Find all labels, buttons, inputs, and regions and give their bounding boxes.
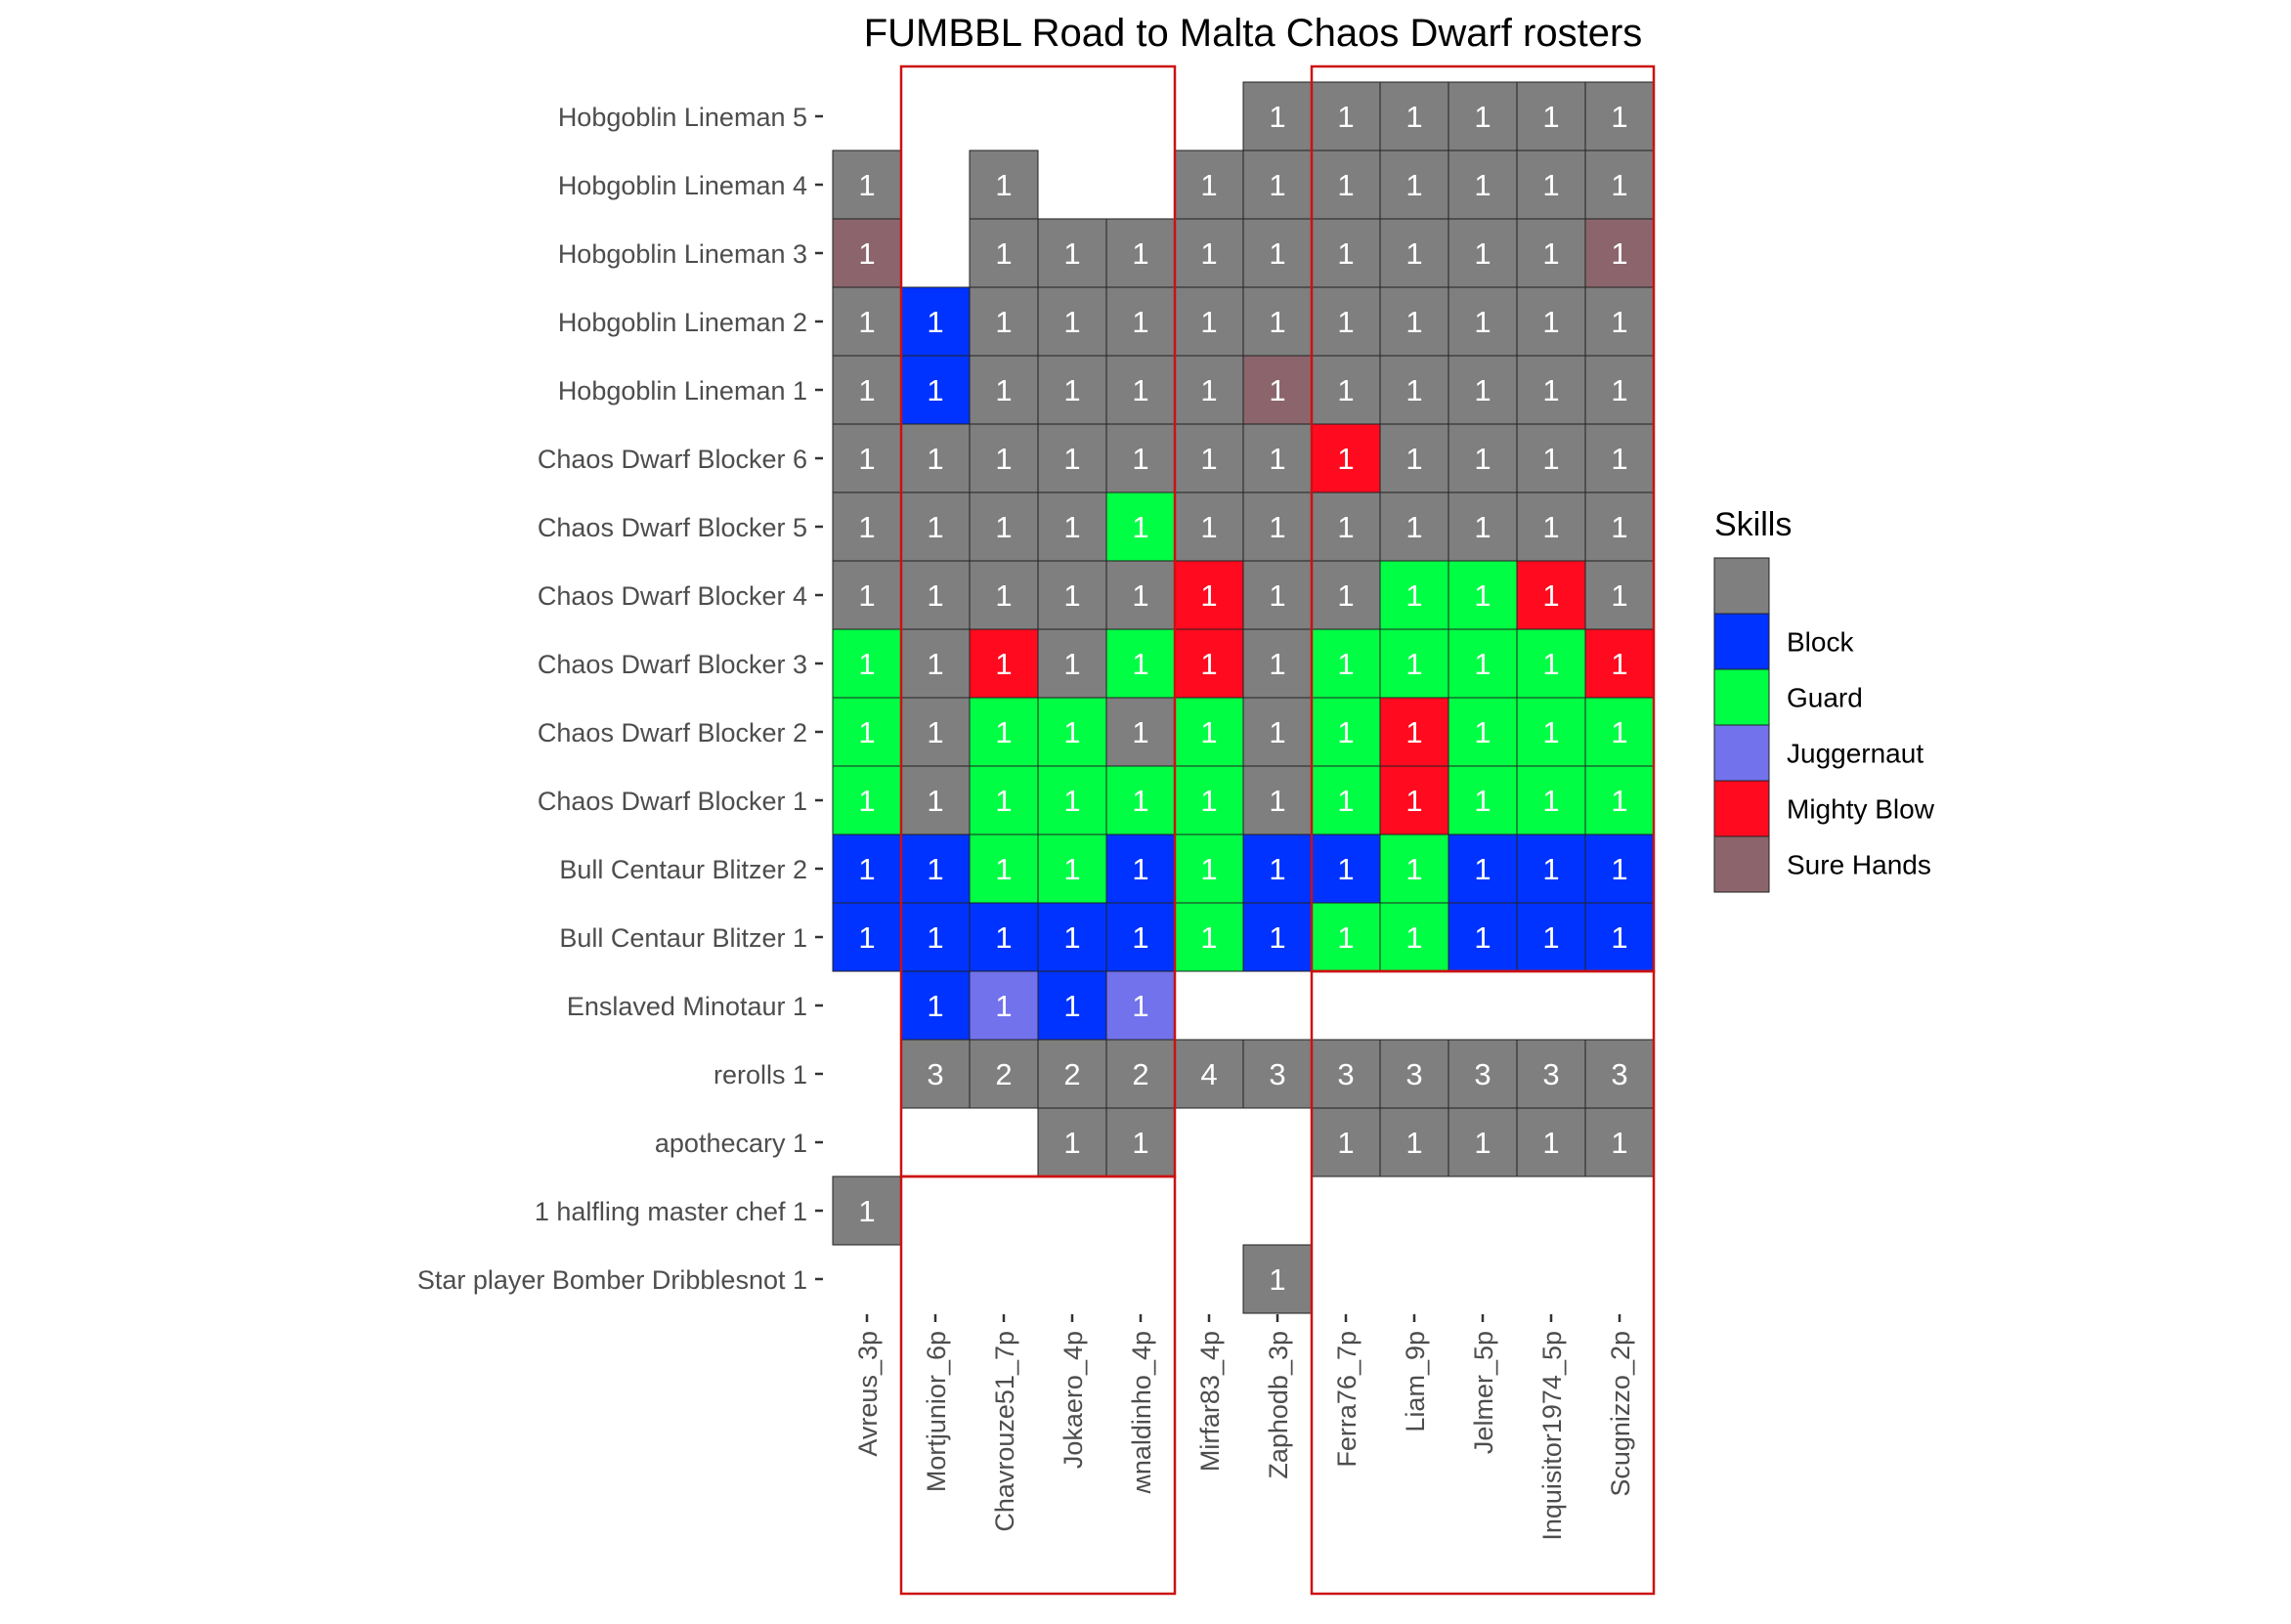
- cell-value-label: 1: [1474, 852, 1491, 886]
- y-tick-label: Chaos Dwarf Blocker 3: [537, 650, 807, 679]
- cell-value-label: 1: [1542, 100, 1560, 134]
- cell-value-label: 1: [995, 852, 1013, 886]
- cell-value-label: 1: [1611, 305, 1628, 339]
- cell-value-label: 1: [1269, 510, 1286, 544]
- y-tick-label: apothecary 1: [654, 1129, 807, 1158]
- cell-value-label: 1: [1132, 852, 1149, 886]
- cell-value-label: 1: [1337, 168, 1355, 202]
- cell-value-label: 1: [1474, 305, 1491, 339]
- cell-value-label: 1: [858, 373, 876, 407]
- cell-value-label: 1: [1474, 920, 1491, 955]
- cell-value-label: 1: [927, 305, 944, 339]
- cell-value-label: 1: [1269, 647, 1286, 681]
- cell-value-label: 1: [995, 647, 1013, 681]
- cell-value-label: 1: [1337, 373, 1355, 407]
- cell-value-label: 1: [1405, 305, 1423, 339]
- cell-value-label: 3: [1474, 1057, 1491, 1091]
- y-tick-label: Chaos Dwarf Blocker 2: [537, 718, 807, 748]
- cell-value-label: 1: [1542, 784, 1560, 818]
- cell-value-label: 1: [1200, 373, 1218, 407]
- cell-value-label: 1: [1200, 442, 1218, 476]
- cell-value-label: 1: [995, 578, 1013, 613]
- cell-value-label: 1: [1337, 578, 1355, 613]
- cell-value-label: 1: [858, 305, 876, 339]
- y-axis: [417, 103, 823, 1295]
- cell-value-label: 1: [1405, 168, 1423, 202]
- cell-value-label: 3: [1337, 1057, 1355, 1091]
- cell-value-label: 1: [1063, 510, 1081, 544]
- cell-value-label: 1: [1611, 510, 1628, 544]
- cell-value-label: 1: [1132, 1126, 1149, 1160]
- chart-title: FUMBBL Road to Malta Chaos Dwarf rosters: [863, 12, 1643, 55]
- cell-value-label: 2: [1063, 1057, 1081, 1091]
- cell-value-label: 1: [1405, 647, 1423, 681]
- cell-value-label: 1: [1269, 784, 1286, 818]
- legend-key: [1714, 781, 1769, 836]
- cell-value-label: 1: [1269, 1262, 1286, 1297]
- cell-value-label: 1: [858, 578, 876, 613]
- legend-label: Block: [1787, 626, 1854, 658]
- cell-value-label: 1: [1542, 305, 1560, 339]
- cell-value-label: 1: [1542, 578, 1560, 613]
- cell-value-label: 1: [858, 647, 876, 681]
- cell-value-label: 1: [858, 920, 876, 955]
- cell-value-label: 1: [1063, 852, 1081, 886]
- cell-value-label: 1: [1474, 510, 1491, 544]
- x-tick-label: Mirfar83_4p: [1195, 1331, 1225, 1473]
- cell-value-label: 1: [1132, 989, 1149, 1023]
- y-tick-label: rerolls 1: [713, 1060, 807, 1090]
- cell-value-label: 1: [1200, 852, 1218, 886]
- cell-value-label: 1: [1611, 920, 1628, 955]
- cell-value-label: 1: [1269, 100, 1286, 134]
- cell-value-label: 1: [1200, 236, 1218, 271]
- cell-value-label: 4: [1200, 1057, 1218, 1091]
- cell-value-label: 1: [1405, 784, 1423, 818]
- cell-value-label: 1: [1611, 784, 1628, 818]
- legend-label: Juggernaut: [1787, 738, 1924, 769]
- cell-value-label: 1: [1474, 578, 1491, 613]
- legend-key: [1714, 669, 1769, 725]
- cell-value-label: 3: [1405, 1057, 1423, 1091]
- y-tick-label: Star player Bomber Dribblesnot 1: [416, 1265, 807, 1295]
- cell-value-label: 1: [1132, 647, 1149, 681]
- cell-value-label: 1: [1269, 168, 1286, 202]
- cell-value-label: 1: [995, 236, 1013, 271]
- cell-value-label: 1: [1474, 647, 1491, 681]
- cell-value-label: 1: [1337, 442, 1355, 476]
- cell-value-label: 1: [1405, 373, 1423, 407]
- cell-value-label: 1: [1269, 442, 1286, 476]
- cell-value-label: 1: [1337, 920, 1355, 955]
- cell-value-label: 3: [1269, 1057, 1286, 1091]
- cell-value-label: 1: [1611, 168, 1628, 202]
- x-tick-label: Ferra76_7p: [1332, 1331, 1362, 1468]
- cell-value-label: 1: [1200, 920, 1218, 955]
- cell-value-label: 1: [1063, 578, 1081, 613]
- cell-value-label: 3: [1611, 1057, 1628, 1091]
- cell-value-label: 1: [1269, 715, 1286, 749]
- cell-value-label: 1: [1611, 100, 1628, 134]
- cell-value-label: 1: [927, 852, 944, 886]
- cell-value-label: 1: [927, 442, 944, 476]
- legend-label: Mighty Blow: [1787, 793, 1934, 825]
- cell-value-label: 1: [1269, 578, 1286, 613]
- cell-value-label: 1: [1405, 100, 1423, 134]
- cell-value-label: 1: [858, 510, 876, 544]
- y-tick-label: Bull Centaur Blitzer 2: [559, 855, 807, 884]
- x-tick-label: Chavrouze51_7p: [990, 1331, 1019, 1532]
- cell-value-label: 1: [1611, 442, 1628, 476]
- cell-value-label: 1: [1542, 715, 1560, 749]
- cell-value-label: 1: [1269, 305, 1286, 339]
- cell-value-label: 1: [1337, 715, 1355, 749]
- cell-value-label: 1: [1132, 442, 1149, 476]
- cell-value-label: 1: [1611, 578, 1628, 613]
- cell-value-label: 1: [1337, 305, 1355, 339]
- cell-value-label: 2: [995, 1057, 1013, 1091]
- cell-value-label: 1: [1132, 920, 1149, 955]
- legend-key: [1714, 836, 1769, 892]
- cell-value-label: 1: [995, 784, 1013, 818]
- y-tick-label: Hobgoblin Lineman 4: [557, 171, 807, 200]
- legend-key: [1714, 558, 1769, 614]
- cell-value-label: 1: [1405, 1126, 1423, 1160]
- cell-value-label: 1: [1269, 236, 1286, 271]
- cell-value-label: 1: [995, 168, 1013, 202]
- cell-value-label: 1: [1542, 647, 1560, 681]
- cell-value-label: 1: [1474, 715, 1491, 749]
- cell-value-label: 1: [927, 715, 944, 749]
- cell-value-label: 1: [858, 852, 876, 886]
- cell-value-label: 3: [1542, 1057, 1560, 1091]
- cell-value-label: 1: [1132, 784, 1149, 818]
- cell-value-label: 1: [858, 442, 876, 476]
- cell-value-label: 1: [858, 236, 876, 271]
- cell-value-label: 1: [858, 715, 876, 749]
- x-axis: [853, 1314, 1635, 1541]
- cell-value-label: 1: [1611, 1126, 1628, 1160]
- cell-value-label: 1: [1542, 1126, 1560, 1160]
- cell-value-label: 1: [1405, 578, 1423, 613]
- y-tick-label: Bull Centaur Blitzer 1: [559, 923, 807, 953]
- cell-value-label: 1: [1063, 920, 1081, 955]
- cell-value-label: 1: [1474, 1126, 1491, 1160]
- x-tick-label: Jokaero_4p: [1059, 1331, 1088, 1470]
- legend: [1714, 506, 1935, 892]
- cell-value-label: 1: [1474, 236, 1491, 271]
- cell-value-label: 1: [1200, 168, 1218, 202]
- cell-value-label: 1: [1337, 784, 1355, 818]
- cell-value-label: 1: [858, 1194, 876, 1228]
- cell-value-label: 1: [1132, 715, 1149, 749]
- x-tick-label: Mortjunior_6p: [922, 1331, 951, 1493]
- legend-label: Guard: [1787, 682, 1863, 713]
- cell-value-label: 3: [927, 1057, 944, 1091]
- y-tick-label: 1 halfling master chef 1: [534, 1197, 807, 1226]
- cell-value-label: 1: [927, 784, 944, 818]
- cell-value-label: 1: [1269, 920, 1286, 955]
- cell-value-label: 1: [1405, 510, 1423, 544]
- cell-value-label: 1: [1200, 578, 1218, 613]
- cell-value-label: 1: [927, 510, 944, 544]
- legend-label: Sure Hands: [1787, 849, 1931, 880]
- y-tick-label: Hobgoblin Lineman 2: [557, 308, 807, 337]
- cell-value-label: 1: [1405, 920, 1423, 955]
- cell-value-label: 1: [1200, 784, 1218, 818]
- cell-value-label: 1: [1063, 989, 1081, 1023]
- cell-value-label: 1: [1542, 920, 1560, 955]
- cell-value-label: 1: [1063, 715, 1081, 749]
- cell-value-label: 1: [995, 715, 1013, 749]
- cells-layer: [833, 82, 1654, 1313]
- cell-value-label: 1: [927, 989, 944, 1023]
- x-tick-label: ʍnaldinho_4p: [1127, 1331, 1156, 1494]
- x-tick-label: Jelmer_5p: [1469, 1331, 1498, 1455]
- cell-value-label: 1: [1200, 510, 1218, 544]
- cell-value-label: 1: [995, 442, 1013, 476]
- y-tick-label: Chaos Dwarf Blocker 1: [537, 787, 807, 816]
- cell-value-label: 1: [1611, 647, 1628, 681]
- cell-value-label: 1: [1611, 715, 1628, 749]
- cell-value-label: 1: [1611, 373, 1628, 407]
- cell-value-label: 1: [1269, 852, 1286, 886]
- cell-value-label: 1: [995, 920, 1013, 955]
- legend-title: Skills: [1714, 506, 1793, 543]
- cell-value-label: 1: [1337, 236, 1355, 271]
- cell-value-label: 1: [1063, 647, 1081, 681]
- cell-value-label: 1: [1132, 510, 1149, 544]
- cell-value-label: 1: [1132, 236, 1149, 271]
- cell-value-label: 1: [1474, 442, 1491, 476]
- cell-value-label: 1: [1132, 578, 1149, 613]
- legend-key: [1714, 725, 1769, 781]
- cell-value-label: 1: [1542, 852, 1560, 886]
- cell-value-label: 1: [858, 168, 876, 202]
- cell-value-label: 1: [1132, 305, 1149, 339]
- y-tick-label: Chaos Dwarf Blocker 6: [537, 445, 807, 474]
- cell-value-label: 1: [927, 647, 944, 681]
- cell-value-label: 1: [1063, 784, 1081, 818]
- cell-value-label: 2: [1132, 1057, 1149, 1091]
- cell-value-label: 1: [1132, 373, 1149, 407]
- cell-value-label: 1: [995, 510, 1013, 544]
- cell-value-label: 1: [1474, 168, 1491, 202]
- x-tick-label: Scugnizzo_2p: [1606, 1331, 1635, 1497]
- y-tick-label: Enslaved Minotaur 1: [566, 992, 807, 1021]
- cell-value-label: 1: [1405, 442, 1423, 476]
- cell-value-label: 1: [927, 373, 944, 407]
- cell-value-label: 1: [1542, 236, 1560, 271]
- cell-value-label: 1: [1542, 442, 1560, 476]
- cell-value-label: 1: [1405, 715, 1423, 749]
- cell-value-label: 1: [1200, 715, 1218, 749]
- cell-value-label: 1: [1405, 852, 1423, 886]
- cell-value-label: 1: [1337, 510, 1355, 544]
- cell-value-label: 1: [1063, 373, 1081, 407]
- y-tick-label: Hobgoblin Lineman 5: [557, 103, 807, 132]
- cell-value-label: 1: [1200, 647, 1218, 681]
- cell-value-label: 1: [1474, 100, 1491, 134]
- cell-value-label: 1: [1611, 236, 1628, 271]
- cell-value-label: 1: [995, 373, 1013, 407]
- cell-value-label: 1: [1200, 305, 1218, 339]
- cell-value-label: 1: [1337, 1126, 1355, 1160]
- cell-value-label: 1: [995, 989, 1013, 1023]
- y-tick-label: Chaos Dwarf Blocker 5: [537, 513, 807, 542]
- x-tick-label: Liam_9p: [1401, 1331, 1430, 1432]
- cell-value-label: 1: [1542, 373, 1560, 407]
- x-tick-label: Zaphodb_3p: [1264, 1331, 1293, 1479]
- cell-value-label: 1: [995, 305, 1013, 339]
- cell-value-label: 1: [1542, 510, 1560, 544]
- cell-value-label: 1: [1269, 373, 1286, 407]
- legend-key: [1714, 614, 1769, 669]
- cell-value-label: 1: [1474, 373, 1491, 407]
- cell-value-label: 1: [927, 920, 944, 955]
- cell-value-label: 1: [1337, 647, 1355, 681]
- cell-value-label: 1: [1542, 168, 1560, 202]
- cell-value-label: 1: [1063, 1126, 1081, 1160]
- cell-value-label: 1: [927, 578, 944, 613]
- x-tick-label: Inquisitor1974_5p: [1537, 1331, 1567, 1541]
- y-tick-label: Hobgoblin Lineman 3: [557, 239, 807, 269]
- cell-value-label: 1: [1063, 305, 1081, 339]
- cell-value-label: 1: [858, 784, 876, 818]
- cell-value-label: 1: [1611, 852, 1628, 886]
- y-tick-label: Chaos Dwarf Blocker 4: [537, 581, 807, 611]
- cell-value-label: 1: [1405, 236, 1423, 271]
- cell-value-label: 1: [1063, 236, 1081, 271]
- cell-value-label: 1: [1474, 784, 1491, 818]
- cell-value-label: 1: [1337, 100, 1355, 134]
- cell-value-label: 1: [1063, 442, 1081, 476]
- y-tick-label: Hobgoblin Lineman 1: [557, 376, 807, 406]
- cell-value-label: 1: [1337, 852, 1355, 886]
- x-tick-label: Avreus_3p: [853, 1331, 883, 1457]
